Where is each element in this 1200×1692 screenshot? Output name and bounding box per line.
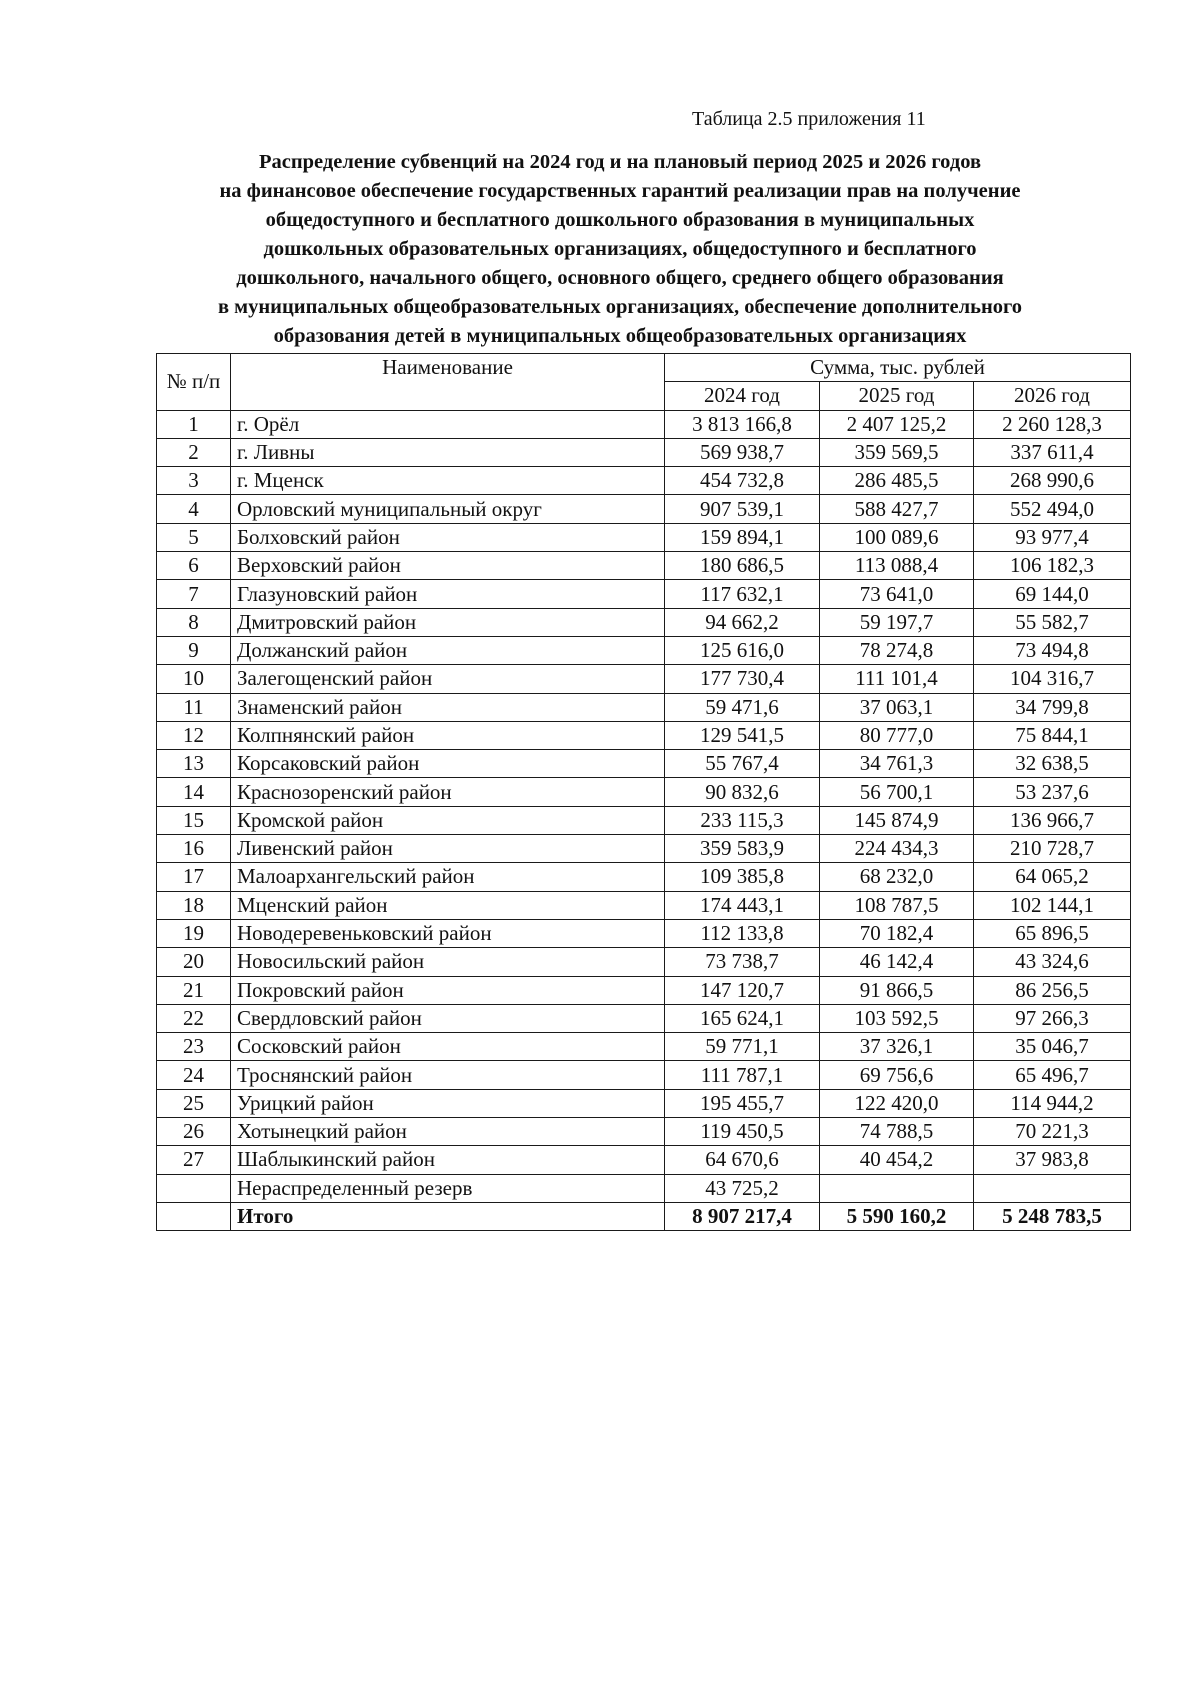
row-name: Глазуновский район xyxy=(231,580,665,608)
row-value-2025: 74 788,5 xyxy=(820,1118,974,1146)
row-name: Дмитровский район xyxy=(231,608,665,636)
row-name: Кромской район xyxy=(231,806,665,834)
header-name: Наименование xyxy=(231,354,665,411)
row-value-2026: 55 582,7 xyxy=(974,608,1131,636)
row-value-2024: 94 662,2 xyxy=(665,608,820,636)
row-value-2024: 59 471,6 xyxy=(665,693,820,721)
row-name: Болховский район xyxy=(231,523,665,551)
row-value-2024: 233 115,3 xyxy=(665,806,820,834)
total-label: Итого xyxy=(231,1202,665,1230)
subsidy-table xyxy=(156,353,1131,1231)
row-value-2024: 177 730,4 xyxy=(665,665,820,693)
row-value-2026: 70 221,3 xyxy=(974,1118,1131,1146)
row-name: Покровский район xyxy=(231,976,665,1004)
total-number-empty xyxy=(157,1202,231,1230)
row-value-2026 xyxy=(974,1174,1131,1202)
row-value-2024: 569 938,7 xyxy=(665,438,820,466)
row-number xyxy=(157,1174,231,1202)
row-name: Нераспределенный резерв xyxy=(231,1174,665,1202)
table-row xyxy=(157,523,1131,551)
row-value-2025: 122 420,0 xyxy=(820,1089,974,1117)
table-row xyxy=(157,976,1131,1004)
table-row xyxy=(157,750,1131,778)
row-number: 25 xyxy=(157,1089,231,1117)
table-row xyxy=(157,778,1131,806)
row-value-2026: 69 144,0 xyxy=(974,580,1131,608)
row-value-2024: 111 787,1 xyxy=(665,1061,820,1089)
row-number: 7 xyxy=(157,580,231,608)
row-value-2026: 210 728,7 xyxy=(974,835,1131,863)
row-value-2025: 113 088,4 xyxy=(820,552,974,580)
row-value-2025: 111 101,4 xyxy=(820,665,974,693)
table-row xyxy=(157,863,1131,891)
row-value-2026: 136 966,7 xyxy=(974,806,1131,834)
row-name: Верховский район xyxy=(231,552,665,580)
table-row xyxy=(157,467,1131,495)
table-row xyxy=(157,608,1131,636)
row-value-2024: 55 767,4 xyxy=(665,750,820,778)
row-number: 15 xyxy=(157,806,231,834)
row-value-2024: 117 632,1 xyxy=(665,580,820,608)
total-value-2025: 5 590 160,2 xyxy=(820,1202,974,1230)
title-line: на финансовое обеспечение государственных гарантий реализации прав на получение xyxy=(219,180,1021,202)
row-name: Хотынецкий район xyxy=(231,1118,665,1146)
row-name: Сосковский район xyxy=(231,1033,665,1061)
row-name: г. Мценск xyxy=(231,467,665,495)
total-value-2024: 8 907 217,4 xyxy=(665,1202,820,1230)
table-body xyxy=(157,410,1131,1231)
total-row xyxy=(157,1202,1131,1230)
title-line: Распределение субвенций на 2024 год и на плановый период 2025 и 2026 годов xyxy=(258,151,982,173)
row-number: 11 xyxy=(157,693,231,721)
row-value-2026: 114 944,2 xyxy=(974,1089,1131,1117)
row-value-2024: 125 616,0 xyxy=(665,636,820,664)
table-row xyxy=(157,665,1131,693)
row-number: 10 xyxy=(157,665,231,693)
row-value-2025: 37 063,1 xyxy=(820,693,974,721)
title-line: в муниципальных общеобразовательных организациях, обеспечение дополнительного xyxy=(217,296,1023,318)
row-name: Знаменский район xyxy=(231,693,665,721)
table-row xyxy=(157,410,1131,438)
row-number: 9 xyxy=(157,636,231,664)
row-number: 3 xyxy=(157,467,231,495)
row-name: Свердловский район xyxy=(231,1004,665,1032)
row-value-2025: 68 232,0 xyxy=(820,863,974,891)
header-num: № п/п xyxy=(157,354,231,411)
row-value-2026: 64 065,2 xyxy=(974,863,1131,891)
row-value-2024: 119 450,5 xyxy=(665,1118,820,1146)
row-number: 8 xyxy=(157,608,231,636)
row-value-2026: 97 266,3 xyxy=(974,1004,1131,1032)
row-name: Малоархангельский район xyxy=(231,863,665,891)
row-value-2024: 165 624,1 xyxy=(665,1004,820,1032)
row-value-2024: 129 541,5 xyxy=(665,721,820,749)
row-name: Ливенский район xyxy=(231,835,665,863)
row-value-2026: 75 844,1 xyxy=(974,721,1131,749)
row-value-2025: 34 761,3 xyxy=(820,750,974,778)
table-row xyxy=(157,721,1131,749)
row-value-2026: 65 496,7 xyxy=(974,1061,1131,1089)
row-value-2025: 80 777,0 xyxy=(820,721,974,749)
row-name: Колпнянский район xyxy=(231,721,665,749)
row-name: г. Орёл xyxy=(231,410,665,438)
row-value-2026: 104 316,7 xyxy=(974,665,1131,693)
table-row xyxy=(157,806,1131,834)
row-value-2024: 90 832,6 xyxy=(665,778,820,806)
row-name: Краснозоренский район xyxy=(231,778,665,806)
row-name: Троснянский район xyxy=(231,1061,665,1089)
header-sum: Сумма, тыс. рублей xyxy=(665,354,1131,382)
row-value-2026: 337 611,4 xyxy=(974,438,1131,466)
row-value-2024: 159 894,1 xyxy=(665,523,820,551)
header-year-2025: 2025 год xyxy=(820,382,974,410)
row-value-2025: 100 089,6 xyxy=(820,523,974,551)
row-value-2025: 145 874,9 xyxy=(820,806,974,834)
row-number: 13 xyxy=(157,750,231,778)
row-value-2026: 552 494,0 xyxy=(974,495,1131,523)
row-value-2025: 69 756,6 xyxy=(820,1061,974,1089)
row-value-2025: 286 485,5 xyxy=(820,467,974,495)
row-value-2026: 73 494,8 xyxy=(974,636,1131,664)
row-number: 6 xyxy=(157,552,231,580)
row-value-2026: 53 237,6 xyxy=(974,778,1131,806)
row-number: 5 xyxy=(157,523,231,551)
row-value-2024: 59 771,1 xyxy=(665,1033,820,1061)
row-number: 19 xyxy=(157,919,231,947)
row-value-2024: 73 738,7 xyxy=(665,948,820,976)
row-value-2026: 37 983,8 xyxy=(974,1146,1131,1174)
row-value-2025: 108 787,5 xyxy=(820,891,974,919)
row-number: 21 xyxy=(157,976,231,1004)
row-value-2024: 454 732,8 xyxy=(665,467,820,495)
row-value-2024: 195 455,7 xyxy=(665,1089,820,1117)
table-row xyxy=(157,1146,1131,1174)
row-name: г. Ливны xyxy=(231,438,665,466)
row-value-2024: 109 385,8 xyxy=(665,863,820,891)
row-value-2025: 224 434,3 xyxy=(820,835,974,863)
table-row xyxy=(157,1061,1131,1089)
row-value-2025: 78 274,8 xyxy=(820,636,974,664)
table-row xyxy=(157,1089,1131,1117)
table-caption: Таблица 2.5 приложения 11 xyxy=(692,108,926,130)
row-number: 20 xyxy=(157,948,231,976)
table-row xyxy=(157,552,1131,580)
header-year-2026: 2026 год xyxy=(974,382,1131,410)
row-number: 22 xyxy=(157,1004,231,1032)
table-row xyxy=(157,1033,1131,1061)
row-number: 27 xyxy=(157,1146,231,1174)
row-value-2026: 86 256,5 xyxy=(974,976,1131,1004)
row-value-2024: 359 583,9 xyxy=(665,835,820,863)
table-row xyxy=(157,948,1131,976)
total-value-2026: 5 248 783,5 xyxy=(974,1202,1131,1230)
row-name: Орловский муниципальный округ xyxy=(231,495,665,523)
row-value-2026: 268 990,6 xyxy=(974,467,1131,495)
document-title xyxy=(140,148,1100,351)
row-number: 23 xyxy=(157,1033,231,1061)
title-line: дошкольных образовательных организациях, общедоступного и бесплатного xyxy=(263,238,977,260)
table-row xyxy=(157,693,1131,721)
row-value-2025: 103 592,5 xyxy=(820,1004,974,1032)
title-line: образования детей в муниципальных общеобразовательных организациях xyxy=(273,325,967,347)
table-row xyxy=(157,919,1131,947)
row-value-2024: 64 670,6 xyxy=(665,1146,820,1174)
row-number: 24 xyxy=(157,1061,231,1089)
row-value-2026: 106 182,3 xyxy=(974,552,1131,580)
title-line: дошкольного, начального общего, основного общего, среднего общего образования xyxy=(236,267,1004,289)
table-row xyxy=(157,891,1131,919)
row-value-2025: 40 454,2 xyxy=(820,1146,974,1174)
row-value-2024: 147 120,7 xyxy=(665,976,820,1004)
row-number: 18 xyxy=(157,891,231,919)
row-name: Новодеревеньковский район xyxy=(231,919,665,947)
row-value-2025: 37 326,1 xyxy=(820,1033,974,1061)
row-number: 14 xyxy=(157,778,231,806)
row-value-2025: 73 641,0 xyxy=(820,580,974,608)
row-name: Корсаковский район xyxy=(231,750,665,778)
row-value-2025: 59 197,7 xyxy=(820,608,974,636)
row-value-2025 xyxy=(820,1174,974,1202)
row-number: 16 xyxy=(157,835,231,863)
table-row xyxy=(157,495,1131,523)
row-value-2025: 46 142,4 xyxy=(820,948,974,976)
row-name: Мценский район xyxy=(231,891,665,919)
row-value-2025: 2 407 125,2 xyxy=(820,410,974,438)
row-value-2026: 93 977,4 xyxy=(974,523,1131,551)
row-number: 1 xyxy=(157,410,231,438)
row-value-2026: 2 260 128,3 xyxy=(974,410,1131,438)
row-value-2025: 56 700,1 xyxy=(820,778,974,806)
row-value-2026: 65 896,5 xyxy=(974,919,1131,947)
row-value-2025: 91 866,5 xyxy=(820,976,974,1004)
row-value-2024: 180 686,5 xyxy=(665,552,820,580)
table-row xyxy=(157,580,1131,608)
row-number: 12 xyxy=(157,721,231,749)
row-value-2026: 102 144,1 xyxy=(974,891,1131,919)
row-name: Новосильский район xyxy=(231,948,665,976)
row-name: Должанский район xyxy=(231,636,665,664)
row-value-2026: 32 638,5 xyxy=(974,750,1131,778)
row-value-2025: 70 182,4 xyxy=(820,919,974,947)
row-name: Урицкий район xyxy=(231,1089,665,1117)
row-value-2025: 359 569,5 xyxy=(820,438,974,466)
row-value-2024: 112 133,8 xyxy=(665,919,820,947)
row-value-2024: 43 725,2 xyxy=(665,1174,820,1202)
row-name: Шаблыкинский район xyxy=(231,1146,665,1174)
row-number: 2 xyxy=(157,438,231,466)
row-value-2025: 588 427,7 xyxy=(820,495,974,523)
row-number: 26 xyxy=(157,1118,231,1146)
row-value-2026: 43 324,6 xyxy=(974,948,1131,976)
table-row xyxy=(157,636,1131,664)
title-line: общедоступного и бесплатного дошкольного образования в муниципальных xyxy=(265,209,975,231)
row-value-2026: 34 799,8 xyxy=(974,693,1131,721)
row-value-2024: 907 539,1 xyxy=(665,495,820,523)
header-year-2024: 2024 год xyxy=(665,382,820,410)
row-value-2024: 3 813 166,8 xyxy=(665,410,820,438)
table-row xyxy=(157,1118,1131,1146)
row-number: 17 xyxy=(157,863,231,891)
row-name: Залегощенский район xyxy=(231,665,665,693)
table-row xyxy=(157,835,1131,863)
row-value-2024: 174 443,1 xyxy=(665,891,820,919)
table-row xyxy=(157,1004,1131,1032)
row-value-2026: 35 046,7 xyxy=(974,1033,1131,1061)
row-number: 4 xyxy=(157,495,231,523)
table-row xyxy=(157,438,1131,466)
table-row xyxy=(157,1174,1131,1202)
